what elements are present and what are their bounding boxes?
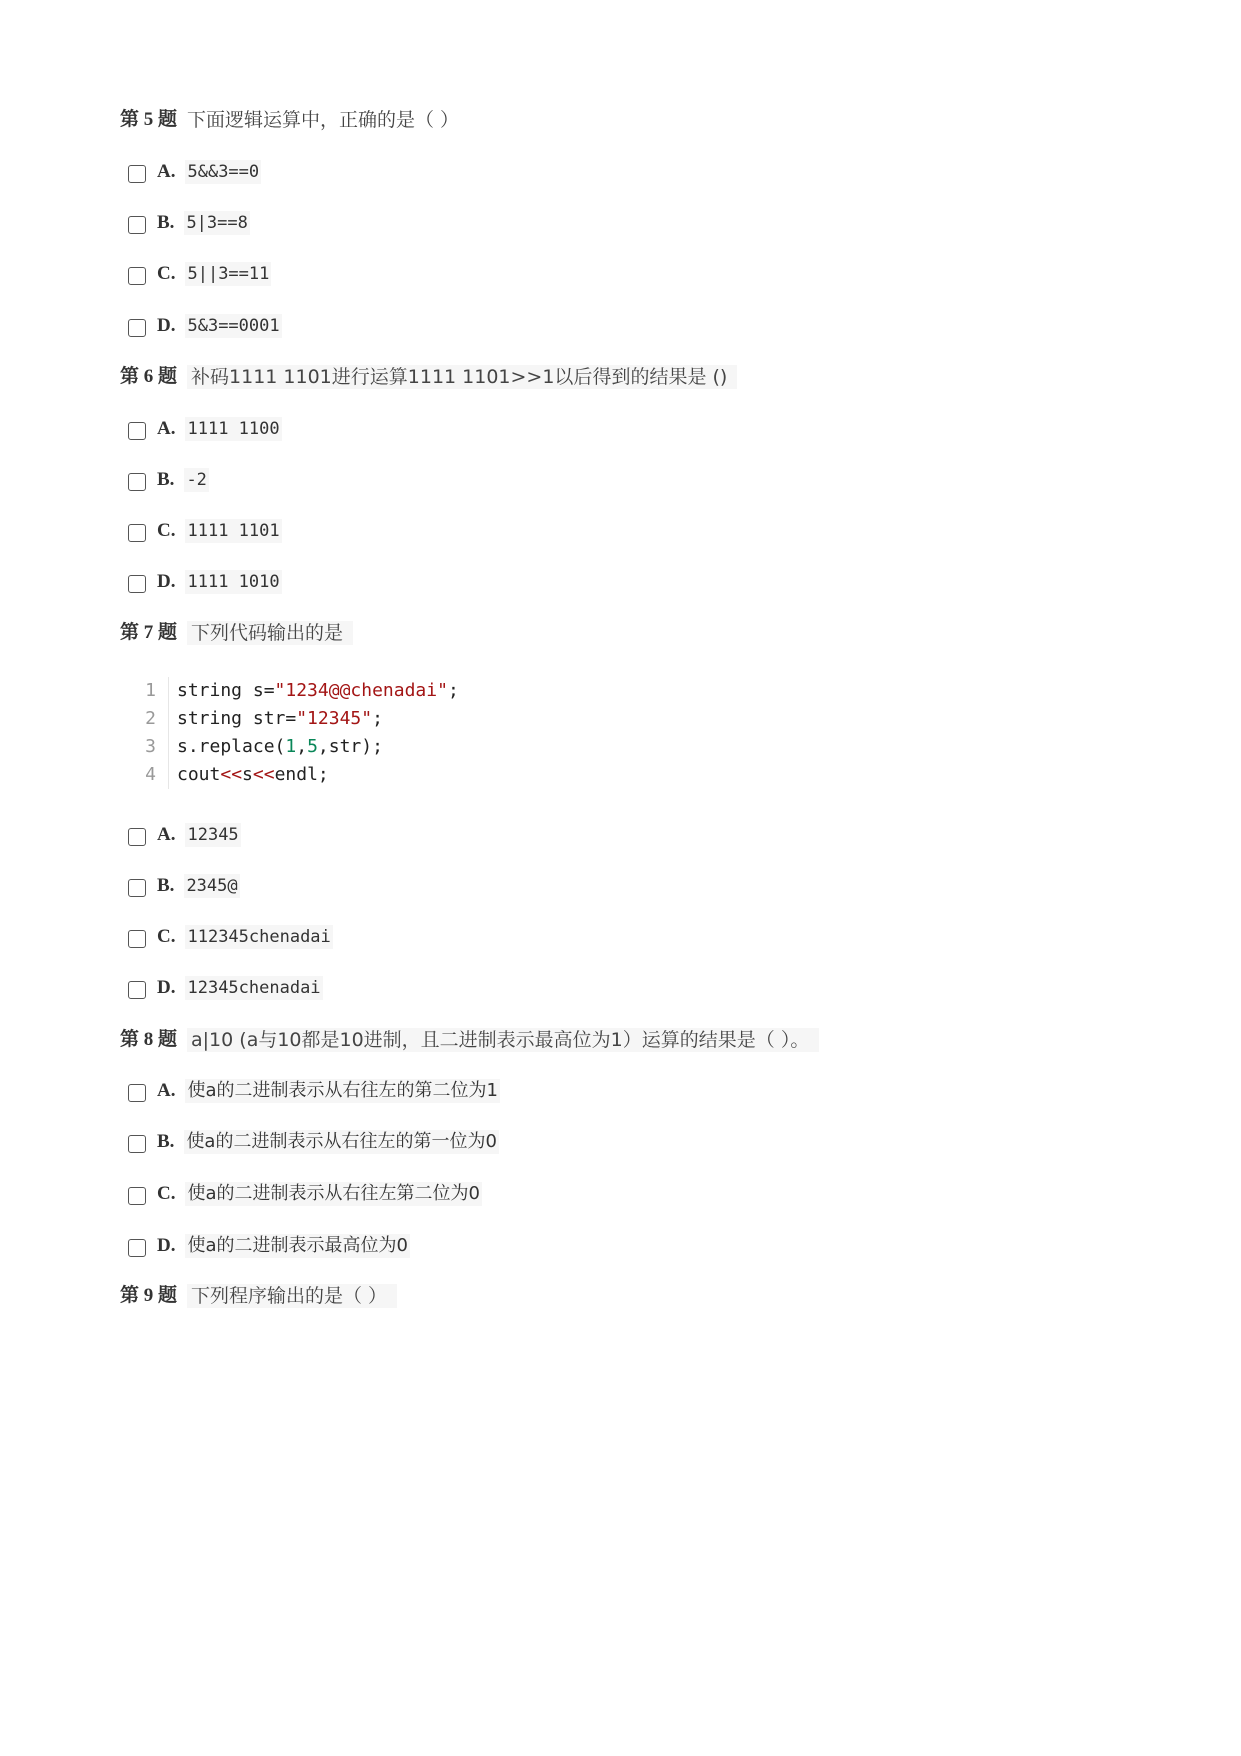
question-text: a|10 (a与10都是10进制，且二进制表示最高位为1）运算的结果是（ ）。 [187, 1028, 819, 1052]
question-text: 下面逻辑运算中，正确的是（ ） [187, 109, 460, 131]
option-8c[interactable] [128, 1182, 482, 1206]
option-letter: C. [157, 926, 176, 947]
checkbox[interactable] [128, 930, 146, 948]
option-6a[interactable] [128, 417, 282, 441]
question-number: 第 9 题 [120, 1285, 178, 1306]
code-token: ,str); [317, 736, 383, 757]
question-5-header [120, 108, 459, 132]
checkbox[interactable] [128, 165, 146, 183]
option-text: 5||3==11 [187, 264, 270, 284]
code-token: ; [372, 708, 383, 729]
code-line [130, 677, 530, 705]
checkbox[interactable] [128, 524, 146, 542]
checkbox[interactable] [128, 319, 146, 337]
checkbox[interactable] [128, 1135, 146, 1153]
code-line [130, 761, 530, 789]
code-number: 5 [307, 736, 318, 757]
question-9-header [120, 1284, 397, 1308]
code-token: ; [447, 680, 459, 701]
question-number: 第 7 题 [120, 622, 178, 643]
code-text [169, 705, 383, 733]
line-number: 2 [130, 705, 169, 733]
checkbox[interactable] [128, 828, 146, 846]
code-text [169, 761, 329, 789]
option-letter: A. [157, 418, 176, 439]
option-text: -2 [186, 470, 207, 490]
code-text [169, 733, 383, 761]
option-text: 5|3==8 [186, 213, 248, 233]
line-number: 4 [130, 761, 169, 789]
option-5c[interactable] [128, 262, 271, 286]
code-token: s [242, 764, 253, 785]
question-text: 下列代码输出的是 [187, 621, 353, 645]
option-text: 1111 1100 [187, 419, 280, 439]
option-letter: C. [157, 520, 176, 541]
question-number: 第 8 题 [120, 1029, 178, 1050]
checkbox[interactable] [128, 981, 146, 999]
code-line [130, 733, 530, 761]
option-letter: D. [157, 315, 176, 336]
line-number: 1 [130, 677, 169, 705]
option-text: 1111 1010 [187, 572, 280, 592]
option-text: 5&3==0001 [187, 316, 280, 336]
code-token: string s= [177, 680, 275, 701]
code-string: "12345" [296, 708, 373, 729]
option-text: 1111 1101 [187, 521, 280, 541]
option-6c[interactable] [128, 519, 282, 543]
checkbox[interactable] [128, 575, 146, 593]
option-text: 12345 [187, 825, 239, 845]
option-letter: D. [157, 571, 176, 592]
code-token: cout [177, 764, 221, 785]
option-letter: A. [157, 1080, 176, 1101]
code-operator: << [220, 764, 243, 785]
option-5a[interactable] [128, 160, 261, 184]
option-text: 112345chenadai [187, 927, 331, 947]
question-text: 下列程序输出的是（ ） [187, 1284, 397, 1308]
option-6b[interactable] [128, 468, 209, 492]
option-text: 12345chenadai [187, 978, 321, 998]
checkbox[interactable] [128, 1239, 146, 1257]
code-token: s.replace( [177, 736, 286, 757]
checkbox[interactable] [128, 216, 146, 234]
question-6-header [120, 365, 737, 389]
code-block [130, 677, 530, 789]
question-8-header [120, 1028, 819, 1052]
option-text: 5&&3==0 [187, 162, 260, 182]
checkbox[interactable] [128, 879, 146, 897]
checkbox[interactable] [128, 422, 146, 440]
option-text: 使a的二进制表示从右往左第二位为0 [187, 1183, 480, 1204]
code-token: , [296, 736, 308, 757]
option-letter: C. [157, 263, 176, 284]
code-number: 1 [285, 736, 297, 757]
code-operator: << [252, 764, 275, 785]
option-letter: B. [157, 875, 175, 896]
option-letter: A. [157, 824, 176, 845]
checkbox[interactable] [128, 1187, 146, 1205]
option-letter: A. [157, 161, 176, 182]
option-8d[interactable] [128, 1234, 410, 1258]
option-5d[interactable] [128, 314, 282, 338]
checkbox[interactable] [128, 473, 146, 491]
option-text: 使a的二进制表示从右往左的第二位为1 [187, 1080, 498, 1101]
option-8b[interactable] [128, 1130, 499, 1154]
option-text: 使a的二进制表示最高位为0 [187, 1235, 408, 1256]
question-number: 第 6 题 [120, 366, 178, 387]
code-text [169, 677, 459, 705]
question-7-header [120, 621, 353, 645]
option-5b[interactable] [128, 211, 250, 235]
option-letter: D. [157, 977, 176, 998]
checkbox[interactable] [128, 1084, 146, 1102]
option-letter: B. [157, 1131, 175, 1152]
option-text: 2345@ [186, 876, 238, 896]
option-7b[interactable] [128, 874, 240, 898]
code-line [130, 705, 530, 733]
code-string: "1234@@chenadai" [274, 680, 448, 701]
option-letter: C. [157, 1183, 176, 1204]
line-number: 3 [130, 733, 169, 761]
option-6d[interactable] [128, 570, 282, 594]
option-letter: B. [157, 469, 175, 490]
question-number: 第 5 题 [120, 109, 178, 130]
checkbox[interactable] [128, 267, 146, 285]
option-8a[interactable] [128, 1079, 500, 1103]
option-7a[interactable] [128, 823, 241, 847]
option-7d[interactable] [128, 976, 323, 1000]
option-7c[interactable] [128, 925, 333, 949]
code-token: endl; [274, 764, 329, 785]
code-token: string str= [177, 708, 297, 729]
option-letter: B. [157, 212, 175, 233]
option-letter: D. [157, 1235, 176, 1256]
option-text: 使a的二进制表示从右往左的第一位为0 [186, 1131, 497, 1152]
question-text: 补码1111 1101进行运算1111 1101>>1以后得到的结果是 () [187, 365, 737, 389]
